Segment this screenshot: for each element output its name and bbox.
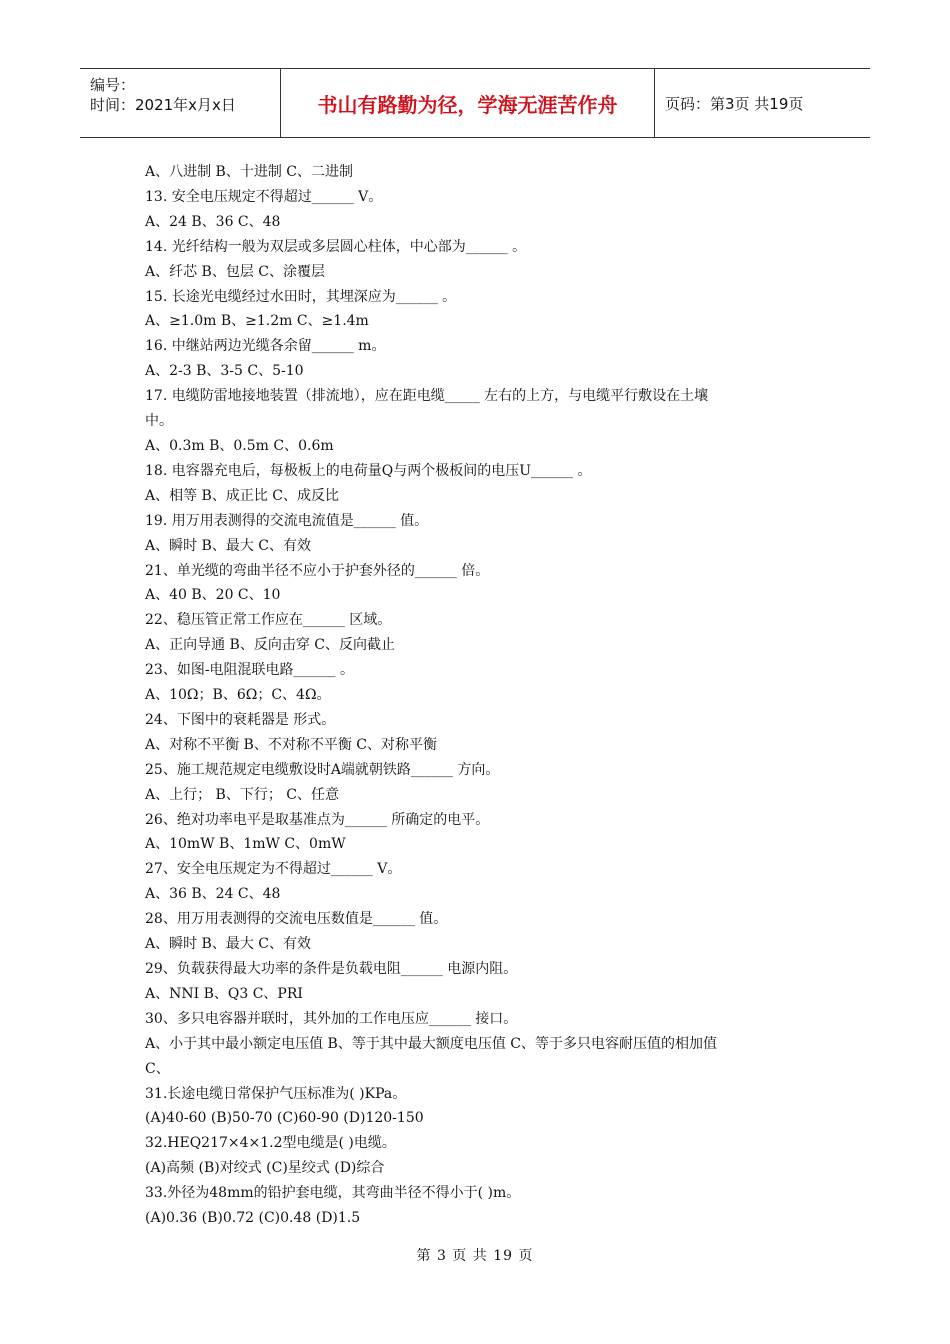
text-line: 21、单光缆的弯曲半径不应小于护套外径的______ 倍。 — [145, 562, 490, 579]
page-footer: 第 3 页 共 19 页 — [416, 1248, 534, 1264]
text-line: 中。 — [145, 413, 173, 430]
text-line: (A)高频 (B)对绞式 (C)星绞式 (D)综合 — [145, 1160, 385, 1177]
text-line: 16. 中继站两边光缆各余留______ m。 — [145, 338, 386, 355]
text-line: 18. 电容器充电后，每极板上的电荷量Q与两个极板间的电压U______ 。 — [145, 462, 592, 479]
text-line: 23、如图-电阻混联电路______ 。 — [145, 662, 354, 679]
text-line: A、10mW B、1mW C、0mW — [145, 836, 346, 853]
text-line: 32.HEQ217×4×1.2型电缆是( )电缆。 — [145, 1135, 396, 1152]
text-line: 31.长途电缆日常保护气压标准为( )KPa。 — [145, 1085, 407, 1102]
text-line: A、上行； B、下行； C、任意 — [145, 786, 340, 803]
number-label: 编号： — [90, 76, 136, 94]
text-line: 27、安全电压规定为不得超过______ V。 — [145, 861, 402, 878]
text-line: A、10Ω；B、6Ω；C、4Ω。 — [145, 687, 331, 704]
header-motto: 书山有路勤为径，学海无涯苦作舟 — [281, 69, 655, 137]
text-line: 19. 用万用表测得的交流电流值是______ 值。 — [145, 512, 429, 529]
text-line: 13. 安全电压规定不得超过______ V。 — [145, 188, 383, 205]
header-page-info: 页码：第3页 共19页 — [665, 94, 804, 113]
text-line: A、正向导通 B、反向击穿 C、反向截止 — [145, 637, 396, 654]
text-line: A、八进制 B、十进制 C、二进制 — [145, 164, 354, 180]
text-line: 29、负载获得最大功率的条件是负载电阻______ 电源内阻。 — [145, 961, 518, 977]
header-meta — [80, 69, 281, 137]
text-line: 22、稳压管正常工作应在______ 区域。 — [145, 612, 392, 629]
text-line: A、对称不平衡 B、不对称不平衡 C、对称平衡 — [145, 736, 438, 753]
text-line: A、纤芯 B、包层 C、涂覆层 — [145, 263, 326, 280]
text-line: A、瞬时 B、最大 C、有效 — [145, 537, 312, 554]
text-line: A、2-3 B、3-5 C、5-10 — [145, 363, 304, 380]
text-line: 15. 长途光电缆经过水田时，其埋深应为______ 。 — [145, 288, 457, 305]
text-line: 24、下图中的衰耗器是 形式。 — [145, 711, 336, 728]
text-line: (A)40-60 (B)50-70 (C)60-90 (D)120-150 — [145, 1110, 424, 1127]
text-line: 33.外径为48mm的铅护套电缆，其弯曲半径不得小于( )m。 — [145, 1185, 521, 1202]
text-line: A、瞬时 B、最大 C、有效 — [145, 936, 312, 953]
text-line: A、相等 B、成正比 C、成反比 — [145, 487, 340, 504]
text-line: A、36 B、24 C、48 — [145, 886, 281, 903]
text-line: C、 — [145, 1060, 170, 1077]
text-line: A、0.3m B、0.5m C、0.6m — [145, 437, 334, 454]
page-header — [80, 68, 870, 138]
text-line: A、≥1.0m B、≥1.2m C、≥1.4m — [145, 313, 369, 330]
text-line: (A)0.36 (B)0.72 (C)0.48 (D)1.5 — [145, 1210, 361, 1227]
text-line: 30、多只电容器并联时，其外加的工作电压应______ 接口。 — [145, 1010, 518, 1027]
text-line: A、24 B、36 C、48 — [145, 213, 281, 230]
text-line: A、NNI B、Q3 C、PRI — [145, 985, 303, 1002]
text-line: A、40 B、20 C、10 — [145, 587, 281, 604]
text-line: 17. 电缆防雷地接地装置（排流地），应在距电缆_____ 左右的上方，与电缆平行敷设在土壤 — [145, 388, 709, 405]
document-body — [145, 160, 825, 1231]
text-line: 28、用万用表测得的交流电压数值是______ 值。 — [145, 911, 448, 928]
time-label: 时间：2021年x月x日 — [90, 96, 236, 114]
text-line: 26、绝对功率电平是取基准点为______ 所确定的电平。 — [145, 811, 490, 828]
text-line: 25、施工规范规定电缆敷设时A端就朝铁路______ 方向。 — [145, 761, 500, 778]
text-line: A、小于其中最小额定电压值 B、等于其中最大额度电压值 C、等于多只电容耐压值的相加值 — [145, 1035, 718, 1052]
text-line: 14. 光纤结构一般为双层或多层圆心柱体，中心部为______ 。 — [145, 238, 527, 255]
